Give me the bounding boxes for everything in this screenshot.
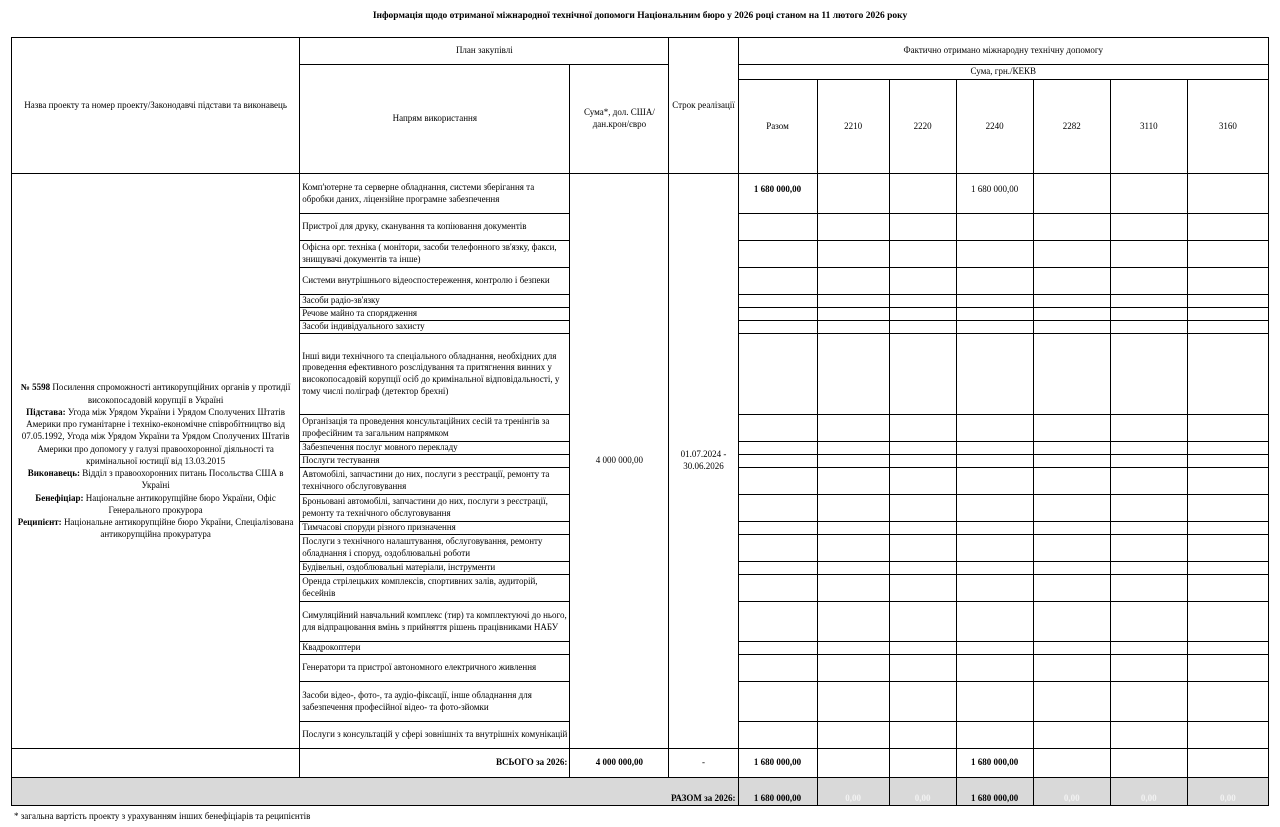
- assistance-table: [11, 37, 1269, 806]
- item-3110: [1110, 642, 1187, 655]
- header-project: Назва проекту та номер проекту/Законодавчі підстави та виконавець: [12, 38, 300, 174]
- item-3160: [1187, 722, 1268, 749]
- item-2220: [889, 468, 956, 495]
- item-3160: [1187, 455, 1268, 468]
- item-2282: [1033, 682, 1110, 722]
- item-2240: [956, 495, 1033, 522]
- basis-text: Угода між Урядом України і Урядом Сполучених Штатів Америки про гуманітарне і техніко-економічне співробітництво від 07.05.1992, Угода між Урядом України та Урядом Сполучених Штатів Америки про допомогу у галузі правоохоронної діяльності та кримінальної юстиції від 13.03.2015: [21, 406, 290, 466]
- total-2026-2240: 1 680 000,00: [956, 749, 1033, 778]
- header-row-1: [12, 38, 1269, 65]
- item-2210: [817, 455, 889, 468]
- header-term: Строк реалізації: [669, 38, 738, 174]
- grand-total-2282: 0,00: [1033, 778, 1110, 806]
- item-razom: [738, 682, 817, 722]
- project-name: Посилення спроможності антикорупційних органів у протидії високопосадовій корупції в Україні: [52, 382, 291, 405]
- item-3160: [1187, 442, 1268, 455]
- table-row: [12, 174, 1269, 214]
- item-2240: [956, 722, 1033, 749]
- total-2220: [889, 749, 956, 778]
- item-2240: [956, 642, 1033, 655]
- item-2282: [1033, 602, 1110, 642]
- item-2210: [817, 722, 889, 749]
- item-razom: [738, 575, 817, 602]
- item-direction: Симуляційний навчальний комплекс (тир) та комплектуючі до нього, для відпрацювання вмінь з прийняття рішень працівниками НАБУ: [300, 602, 570, 642]
- item-direction: Послуги з технічного налаштування, обслуговування, ремонту обладнання і споруд, оздоблювальні роботи: [300, 535, 570, 562]
- item-razom: [738, 295, 817, 308]
- item-3110: [1110, 722, 1187, 749]
- item-2282: [1033, 241, 1110, 268]
- header-code-2210: 2210: [817, 80, 889, 174]
- header-actual: Фактично отримано міжнародну технічну допомогу: [738, 38, 1268, 65]
- item-3110: [1110, 602, 1187, 642]
- executor-label: Виконавець:: [27, 468, 80, 479]
- item-3160: [1187, 308, 1268, 321]
- item-3160: [1187, 575, 1268, 602]
- header-sum-kekv: Сума, грн./КЕКВ: [738, 65, 1268, 80]
- item-2210: [817, 522, 889, 535]
- item-2282: [1033, 455, 1110, 468]
- header-code-3110: 3110: [1110, 80, 1187, 174]
- item-razom: [738, 522, 817, 535]
- item-2240: [956, 468, 1033, 495]
- item-razom: [738, 722, 817, 749]
- header-direction: Напрям використання: [300, 65, 570, 174]
- item-3160: [1187, 602, 1268, 642]
- item-direction: Системи внутрішнього відеоспостереження, контролю і безпеки: [300, 268, 570, 295]
- item-razom: [738, 442, 817, 455]
- item-3160: [1187, 321, 1268, 334]
- item-3160: [1187, 655, 1268, 682]
- project-description: [12, 174, 300, 749]
- item-2210: [817, 321, 889, 334]
- item-direction: Послуги тестування: [300, 455, 570, 468]
- item-2220: [889, 321, 956, 334]
- item-razom: [738, 214, 817, 241]
- item-direction: Засоби відео-, фото-, та аудіо-фіксації, інше обладнання для забезпечення професійної відео- та фото-зйомки: [300, 682, 570, 722]
- beneficiary-label: Бенефіціар:: [35, 492, 84, 503]
- item-3160: [1187, 214, 1268, 241]
- item-3110: [1110, 522, 1187, 535]
- item-direction: Комп'ютерне та серверне обладнання, системи зберігання та обробки даних, ліцензійне програмне забезпечення: [300, 174, 570, 214]
- item-2240: [956, 321, 1033, 334]
- item-3160: [1187, 334, 1268, 415]
- item-3110: [1110, 415, 1187, 442]
- total-2210: [817, 749, 889, 778]
- item-2282: [1033, 495, 1110, 522]
- grand-total-razom: 1 680 000,00: [738, 778, 817, 806]
- item-2210: [817, 575, 889, 602]
- item-direction: Будівельні, оздоблювальні матеріали, інструменти: [300, 562, 570, 575]
- item-3160: [1187, 682, 1268, 722]
- item-direction: Офісна орг. техніка ( монітори, засоби телефонного зв'язку, факси, знищувачі документів та інше): [300, 241, 570, 268]
- item-razom: [738, 334, 817, 415]
- item-direction: Автомобілі, запчастини до них, послуги з реєстрації, ремонту та технічного обслуговування: [300, 468, 570, 495]
- total-2026-term: -: [669, 749, 738, 778]
- item-2220: [889, 214, 956, 241]
- item-direction: Послуги з консультацій у сфері зовнішніх та внутрішніх комунікацій: [300, 722, 570, 749]
- item-razom: [738, 535, 817, 562]
- item-2240: [956, 522, 1033, 535]
- item-3160: [1187, 562, 1268, 575]
- item-razom: [738, 655, 817, 682]
- item-2282: [1033, 562, 1110, 575]
- header-code-2240: 2240: [956, 80, 1033, 174]
- item-razom: [738, 415, 817, 442]
- item-3110: [1110, 268, 1187, 295]
- item-direction: Пристрої для друку, сканування та копіювання документів: [300, 214, 570, 241]
- item-2220: [889, 522, 956, 535]
- item-2220: [889, 495, 956, 522]
- item-2210: [817, 602, 889, 642]
- item-2240: [956, 682, 1033, 722]
- beneficiary-text: Національне антикорупційне бюро України, Офіс Генерального прокурора: [85, 492, 276, 515]
- item-2282: [1033, 415, 1110, 442]
- item-2282: [1033, 655, 1110, 682]
- item-2282: [1033, 522, 1110, 535]
- item-2210: [817, 241, 889, 268]
- item-2210: [817, 562, 889, 575]
- item-3110: [1110, 495, 1187, 522]
- item-direction: Організація та проведення консультаційних сесій та тренінгів за професійним та загальним напрямком: [300, 415, 570, 442]
- item-2240: [956, 455, 1033, 468]
- item-2210: [817, 442, 889, 455]
- grand-total-2220: 0,00: [889, 778, 956, 806]
- executor-text: Відділ з правоохоронних питань Посольства США в Україні: [82, 468, 284, 491]
- item-razom: [738, 602, 817, 642]
- item-3110: [1110, 562, 1187, 575]
- item-2240: [956, 241, 1033, 268]
- grand-total-2210: 0,00: [817, 778, 889, 806]
- item-2210: [817, 295, 889, 308]
- item-razom: [738, 308, 817, 321]
- grand-total-2240: 1 680 000,00: [956, 778, 1033, 806]
- project-term: 01.07.2024 - 30.06.2026: [669, 174, 738, 749]
- header-code-3160: 3160: [1187, 80, 1268, 174]
- item-direction: Тимчасові споруди різного призначення: [300, 522, 570, 535]
- grand-total-label: РАЗОМ за 2026:: [12, 778, 739, 806]
- total-2282: [1033, 749, 1110, 778]
- item-2282: [1033, 214, 1110, 241]
- item-razom: [738, 495, 817, 522]
- item-2240: [956, 602, 1033, 642]
- item-2240: [956, 535, 1033, 562]
- item-razom: [738, 268, 817, 295]
- item-2210: [817, 308, 889, 321]
- item-2282: [1033, 321, 1110, 334]
- item-2240: [956, 308, 1033, 321]
- item-razom: [738, 241, 817, 268]
- item-3110: [1110, 334, 1187, 415]
- item-2220: [889, 602, 956, 642]
- item-2220: [889, 334, 956, 415]
- recipient-text: Національне антикорупційне бюро України, Спеціалізована антикорупційна прокуратура: [63, 517, 294, 540]
- item-2282: [1033, 468, 1110, 495]
- item-2210: [817, 214, 889, 241]
- project-number: № 5598: [20, 382, 51, 393]
- header-plan: План закупівлі: [300, 38, 669, 65]
- item-direction: Речове майно та спорядження: [300, 308, 570, 321]
- header-code-2282: 2282: [1033, 80, 1110, 174]
- item-2210: [817, 468, 889, 495]
- item-2210: [817, 642, 889, 655]
- item-2240: [956, 562, 1033, 575]
- page-title: Інформація щодо отриманої міжнародної технічної допомоги Національним бюро у 2026 році станом на 11 лютого 2026 року: [372, 11, 908, 21]
- item-2220: [889, 308, 956, 321]
- item-3110: [1110, 308, 1187, 321]
- item-direction: Забезпечення послуг мовного перекладу: [300, 442, 570, 455]
- item-razom: [738, 455, 817, 468]
- item-razom: [738, 562, 817, 575]
- header-code-2220: 2220: [889, 80, 956, 174]
- item-2210: [817, 535, 889, 562]
- item-2220: [889, 268, 956, 295]
- item-2282: [1033, 334, 1110, 415]
- item-3110: [1110, 455, 1187, 468]
- item-2220: [889, 682, 956, 722]
- item-3160: [1187, 522, 1268, 535]
- item-3110: [1110, 468, 1187, 495]
- item-2210: [817, 682, 889, 722]
- total-2026-row: [12, 749, 1269, 778]
- item-2220: [889, 442, 956, 455]
- item-2220: [889, 241, 956, 268]
- item-2282: [1033, 722, 1110, 749]
- item-direction: Генератори та пристрої автономного електричного живлення: [300, 655, 570, 682]
- item-2220: [889, 295, 956, 308]
- item-3160: [1187, 295, 1268, 308]
- item-3110: [1110, 442, 1187, 455]
- item-2210: [817, 268, 889, 295]
- item-3110: [1110, 174, 1187, 214]
- item-razom: [738, 321, 817, 334]
- grand-total-3110: 0,00: [1110, 778, 1187, 806]
- item-2240: [956, 655, 1033, 682]
- total-2026-label: ВСЬОГО за 2026:: [300, 749, 570, 778]
- item-2210: [817, 495, 889, 522]
- item-2282: [1033, 308, 1110, 321]
- item-3110: [1110, 535, 1187, 562]
- item-2282: [1033, 295, 1110, 308]
- project-sum: 4 000 000,00: [570, 174, 669, 749]
- footnote: * загальна вартість проекту з урахуванням інших бенефіціарів та реципієнтів: [14, 811, 311, 821]
- item-2282: [1033, 642, 1110, 655]
- item-3110: [1110, 682, 1187, 722]
- item-3110: [1110, 575, 1187, 602]
- item-razom: [738, 468, 817, 495]
- item-3160: [1187, 268, 1268, 295]
- item-3160: [1187, 174, 1268, 214]
- item-3160: [1187, 415, 1268, 442]
- item-3160: [1187, 642, 1268, 655]
- item-2282: [1033, 442, 1110, 455]
- item-2240: [956, 442, 1033, 455]
- item-2220: [889, 562, 956, 575]
- item-2220: [889, 575, 956, 602]
- item-razom: 1 680 000,00: [738, 174, 817, 214]
- item-2240: [956, 575, 1033, 602]
- item-direction: Оренда стрілецьких комплексів, спортивних залів, аудиторій, бесейнів: [300, 575, 570, 602]
- item-2220: [889, 655, 956, 682]
- item-3160: [1187, 241, 1268, 268]
- item-3110: [1110, 241, 1187, 268]
- item-3160: [1187, 495, 1268, 522]
- item-2240: [956, 214, 1033, 241]
- item-razom: [738, 642, 817, 655]
- item-3160: [1187, 535, 1268, 562]
- item-2220: [889, 535, 956, 562]
- item-2210: [817, 174, 889, 214]
- item-2220: [889, 642, 956, 655]
- item-3110: [1110, 321, 1187, 334]
- item-2240: [956, 415, 1033, 442]
- item-2210: [817, 415, 889, 442]
- item-2210: [817, 655, 889, 682]
- header-razom: Разом: [738, 80, 817, 174]
- total-empty: [12, 749, 300, 778]
- item-2220: [889, 722, 956, 749]
- item-direction: Броньовані автомобілі, запчастини до них, послуги з реєстрації, ремонту та технічного обслуговування: [300, 495, 570, 522]
- item-2220: [889, 455, 956, 468]
- item-2240: 1 680 000,00: [956, 174, 1033, 214]
- item-direction: Квадрокоптери: [300, 642, 570, 655]
- item-2240: [956, 295, 1033, 308]
- item-2282: [1033, 174, 1110, 214]
- grand-total-row: [12, 778, 1269, 806]
- header-sum: Сума*, дол. США/дан.крон/євро: [570, 65, 669, 174]
- item-3110: [1110, 655, 1187, 682]
- total-3110: [1110, 749, 1187, 778]
- item-direction: Засоби радіо-зв'язку: [300, 295, 570, 308]
- item-2220: [889, 415, 956, 442]
- item-3160: [1187, 468, 1268, 495]
- item-direction: Засоби індивідуального захисту: [300, 321, 570, 334]
- item-2282: [1033, 268, 1110, 295]
- item-2240: [956, 334, 1033, 415]
- recipient-label: Реципієнт:: [17, 517, 62, 528]
- item-direction: Інші види технічного та спеціального обладнання, необхідних для проведення ефективного розслідування та притягнення винних у високопосадовій корупції осіб до кримінальної відповідальності, у тому числі поліграф (детектор брехні): [300, 334, 570, 415]
- total-2026-razom: 1 680 000,00: [738, 749, 817, 778]
- total-2026-sum: 4 000 000,00: [570, 749, 669, 778]
- item-2210: [817, 334, 889, 415]
- total-3160: [1187, 749, 1268, 778]
- item-3110: [1110, 214, 1187, 241]
- item-2240: [956, 268, 1033, 295]
- item-2282: [1033, 535, 1110, 562]
- grand-total-3160: 0,00: [1187, 778, 1268, 806]
- basis-label: Підстава:: [26, 406, 66, 417]
- item-3110: [1110, 295, 1187, 308]
- item-2220: [889, 174, 956, 214]
- item-2282: [1033, 575, 1110, 602]
